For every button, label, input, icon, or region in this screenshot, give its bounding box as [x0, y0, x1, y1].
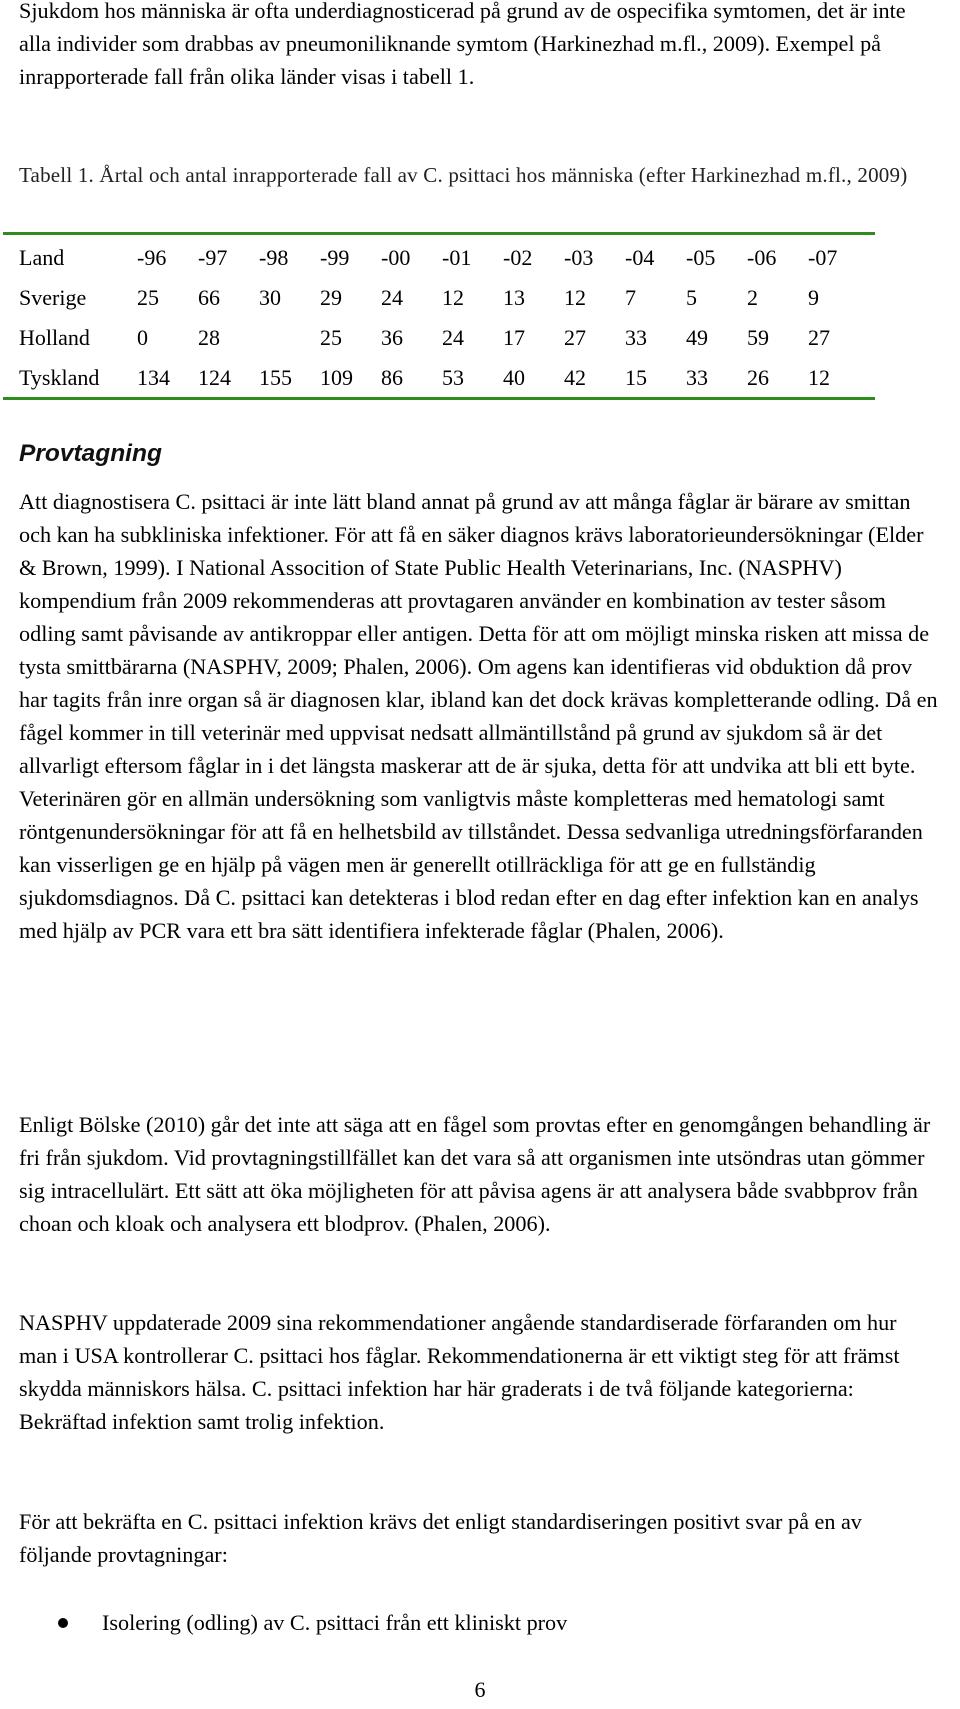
bullet-list	[58, 1606, 567, 1639]
table-header-cell: -99	[320, 245, 350, 270]
table-cell: 13	[503, 285, 525, 310]
table-header-cell: -07	[808, 245, 838, 270]
table-cell: 42	[564, 365, 586, 390]
list-item-text: Isolering (odling) av C. psittaci från ett kliniskt prov	[102, 1610, 568, 1635]
table-header-cell: -98	[259, 245, 289, 270]
table-header-cell: -02	[503, 245, 533, 270]
table-cell: 109	[320, 365, 353, 390]
table-cell: 155	[259, 365, 292, 390]
table-cell: 134	[137, 365, 170, 390]
table-bottom-rule	[3, 397, 875, 400]
table-cell: 27	[808, 325, 830, 350]
table-header-cell: -00	[381, 245, 411, 270]
body-paragraph: NASPHV uppdaterade 2009 sina rekommendationer angående standardiserade förfaranden om hur man i USA kontrollerar C. psittaci hos fåglar. Rekommendationerna är ett viktigt steg för att främst skydda människors hälsa. C. psittaci infektion har här graderats i de två följande kategorierna: Bekräftad infektion samt trolig infektion.	[19, 1310, 900, 1434]
table-cell: 49	[686, 325, 708, 350]
body-paragraph: Enligt Bölske (2010) går det inte att säga att en fågel som provtas efter en genomgången behandling är fri från sjukdom. Vid provtagningstillfället kan det vara så att organismen inte utsöndras utan gömmer sig intracellulärt. Ett sätt att öka möjligheten för att påvisa agens är att analysera både svabbprov från choan och kloak och analysera ett blodprov. (Phalen, 2006).	[19, 1112, 931, 1236]
table-cell: Holland	[19, 325, 90, 350]
table-cell: 36	[381, 325, 403, 350]
table-header-cell: -96	[137, 245, 167, 270]
table-cell: 59	[747, 325, 769, 350]
table-cell: 25	[320, 325, 342, 350]
table-cell: 86	[381, 365, 403, 390]
bullet-icon	[58, 1618, 68, 1628]
table-header-cell: -03	[564, 245, 594, 270]
table-cell: 7	[625, 285, 636, 310]
table-cell: 24	[442, 325, 464, 350]
table-cell: Sverige	[19, 285, 87, 310]
table-cell: 53	[442, 365, 464, 390]
table-cell: 33	[625, 325, 647, 350]
table-cell: 5	[686, 285, 697, 310]
table-cell: 15	[625, 365, 647, 390]
table-cell: Tyskland	[19, 365, 100, 390]
table-cell: 24	[381, 285, 403, 310]
table-cell	[259, 318, 320, 358]
table-cell: 33	[686, 365, 708, 390]
table-header-cell: -05	[686, 245, 716, 270]
cases-table	[0, 238, 869, 398]
table-cell: 2	[747, 285, 758, 310]
table-top-rule	[3, 232, 875, 235]
table-cell: 27	[564, 325, 586, 350]
table-cell: 30	[259, 285, 281, 310]
table-header-cell: -06	[747, 245, 777, 270]
table-cell: 9	[808, 285, 819, 310]
table-header-cell: Land	[19, 245, 65, 270]
table-cell: 12	[808, 365, 830, 390]
table-cell: 29	[320, 285, 342, 310]
intro-paragraph: Sjukdom hos människa är ofta underdiagnosticerad på grund av de ospecifika symtomen, det är inte alla individer som drabbas av pneumoniliknande symtom (Harkinezhad m.fl., 2009). Exempel på inrapporterade fall från olika länder visas i tabell 1.	[19, 0, 906, 89]
table-cell: 28	[198, 325, 220, 350]
table-header-cell: -97	[198, 245, 228, 270]
body-paragraph: För att bekräfta en C. psittaci infektion krävs det enligt standardiseringen positivt svar på en av följande provtagningar:	[19, 1509, 862, 1567]
table-row-sverige	[0, 278, 869, 318]
table-cell: 66	[198, 285, 220, 310]
table-cell: 12	[442, 285, 464, 310]
list-item	[58, 1606, 567, 1639]
table-cell: 124	[198, 365, 231, 390]
table-row-tyskland	[0, 358, 869, 398]
table-header-cell: -04	[625, 245, 655, 270]
table-header-row	[0, 238, 869, 278]
table-cell: 25	[137, 285, 159, 310]
table-header-cell: -01	[442, 245, 472, 270]
section-heading: Provtagning	[19, 440, 162, 467]
table-cell: 12	[564, 285, 586, 310]
table-cell: 0	[137, 325, 148, 350]
page-number: 6	[474, 1677, 486, 1702]
table-cell: 26	[747, 365, 769, 390]
table-cell: 17	[503, 325, 525, 350]
table-caption: Tabell 1. Årtal och antal inrapporterade fall av C. psittaci hos människa (efter Harkinezhad m.fl., 2009)	[19, 163, 908, 187]
body-paragraph: Att diagnostisera C. psittaci är inte lätt bland annat på grund av att många fåglar är bärare av smittan och kan ha subkliniska infektioner. För att få en säker diagnos krävs laboratorieundersökningar (Elder & Brown, 1999). I National Assocition of State Public Health Veterinarians, Inc. (NASPHV) kompendium från 2009 rekommenderas att provtagaren använder en kombination av tester såsom odling samt påvisande av antikroppar eller antigen. Detta för att om möjligt minska risken att missa de tysta smittbärarna (NASPHV, 2009; Phalen, 2006). Om agens kan identifieras vid obduktion då prov har tagits från inre organ så är diagnosen klar, ibland kan det dock krävas kompletterande odling. Då en fågel kommer in till veterinär med uppvisat nedsatt allmäntillstånd på grund av sjukdom så är det allvarligt eftersom fåglar in i det längsta maskerar att de är sjuka, detta för att undvika att bli ett byte. Veterinären gör en allmän undersökning som vanligtvis måste kompletteras med hematologi samt röntgenundersökningar för att få en helhetsbild av tillståndet. Dessa sedvanliga utredningsförfaranden kan visserligen ge en hjälp på vägen men är generellt otillräckliga för att ge en fullständig sjukdomsdiagnos. Då C. psittaci kan detekteras i blod redan efter en dag efter infektion kan en analys med hjälp av PCR vara ett bra sätt identifiera infekterade fåglar (Phalen, 2006).	[19, 489, 938, 943]
table-row-holland	[0, 318, 869, 358]
table-cell: 40	[503, 365, 525, 390]
